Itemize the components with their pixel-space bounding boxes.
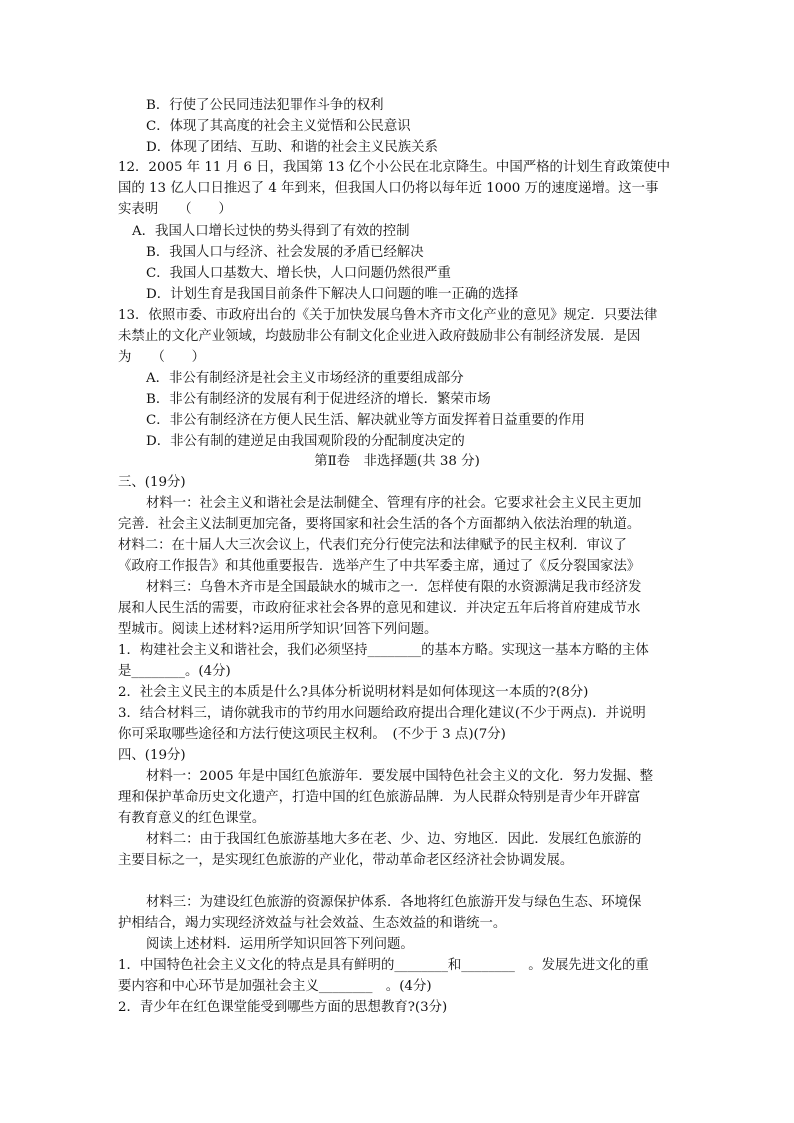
part4-material1-line: 有教育意义的红色课堂。 [118, 811, 266, 826]
part4-heading: 四、(19分) [118, 748, 186, 763]
q13-stem-line: 13．依照市委、市政府出台的《关于加快发展乌鲁木齐市文化产业的意见》规定．只要法律 [118, 308, 658, 323]
q13-option-b: B．非公有制经济的发展有利于促进经济的增长．繁荣市场 [146, 392, 491, 407]
q12-option-d: D．计划生育是我国目前条件下解决人口问题的唯一正确的选择 [146, 287, 519, 302]
q13-option-a: A．非公有制经济是社会主义市场经济的重要组成部分 [146, 371, 464, 386]
part4-material2-line: 材料二：由于我国红色旅游基地大多在老、少、边、穷地区．因此．发展红色旅游的 [146, 832, 642, 847]
q12-stem-line: 实表明 （ ） [118, 202, 232, 217]
part3-material3-line: 展和人民生活的需要，市政府征求社会各界的意见和建议．并决定五年后将首府建成节水 [118, 601, 641, 616]
q12-stem-line: 国的 13 亿人口日推迟了 4 年到来，但我国人口仍将以每年近 1000 万的速度递增。这一事 [118, 181, 659, 196]
part4-material3-line: 材料三：为建设红色旅游的资源保护体系．各地将红色旅游开发与绿色生态、环境保 [146, 895, 642, 910]
part3-question-line: 2．社会主义民主的本质是什么?具体分析说明材料是如何体现这一本质的?(8分) [118, 685, 589, 700]
part4-question-line: 2．青少年在红色课堂能受到哪些方面的思想教育?(3分) [118, 1000, 448, 1015]
q13-option-d: D．非公有制的建逆足由我国观阶段的分配制度决定的 [146, 434, 465, 449]
q13-stem-line: 为 （ ） [118, 350, 206, 365]
q12-option-c: C．我国人口基数大、增长快，人口问题仍然很严重 [146, 266, 451, 281]
q13-option-c: C．非公有制经济在方便人民生活、解决就业等方面发挥着日益重要的作用 [146, 413, 585, 428]
part3-question-line: 是________。(4分) [118, 664, 231, 679]
q12-option-b: B．我国人口与经济、社会发展的矛盾已经解决 [146, 245, 424, 260]
part3-material1-line: 材料一：社会主义和谐社会是法制健全、管理有序的社会。它要求社会主义民主更加 [146, 496, 642, 511]
part3-material2-line: 《政府工作报告》和其他重要报告．选举产生了中共军委主席，通过了《反分裂国家法》 [118, 559, 641, 574]
part3-material1-line: 完善．社会主义法制更加完备，要将国家和社会生活的各个方面都纳入依法治理的轨道。 [118, 517, 641, 532]
part4-question-line: 要内容和中心环节是加强社会主义________ 。(4分) [118, 979, 432, 994]
part3-question-line: 你可采取哪些途径和方法行使这项民主权利。 (不少于 3 点)(7分) [118, 727, 506, 742]
part4-material1-line: 材料一：2005 年是中国红色旅游年．要发展中国特色社会主义的文化．努力发掘、整 [146, 769, 654, 784]
part3-question-line: 3．结合材料三，请你就我市的节约用水问题给政府提出合理化建议(不少于两点)．并说明 [118, 706, 646, 721]
part4-question-line: 1．中国特色社会主义文化的特点是具有鲜明的________和________ 。发展先进文化的重 [118, 958, 649, 973]
q11-option-c: C．体现了其高度的社会主义觉悟和公民意识 [146, 119, 411, 134]
part3-question-line: 1．构建社会主义和谐社会，我们必须坚持________的基本方略。实现这一基本方略的主体 [118, 643, 649, 658]
part3-heading: 三、(19分) [118, 475, 186, 490]
part3-material3-line: 型城市。阅读上述材料?运用所学知识’回答下列问题。 [118, 622, 438, 637]
section-title: 第Ⅱ卷 非选择题(共 38 分) [314, 454, 480, 469]
q11-option-b: B．行使了公民同违法犯罪作斗争的权利 [146, 98, 384, 113]
part4-prompt: 阅读上述材料．运用所学知识回答下列问题。 [146, 937, 414, 952]
q12-stem-line: 12．2005 年 11 月 6 日，我国第 13 亿个小公民在北京降生。中国严格的计划生育政策使中 [118, 160, 671, 175]
q11-option-d: D．体现了团结、互助、和谐的社会主义民族关系 [146, 140, 438, 155]
part4-material3-line: 护相结合，竭力实现经济效益与社会效益、生态效益的和谐统一。 [118, 916, 507, 931]
part4-material2-line: 主要目标之一，是实现红色旅游的产业化，带动革命老区经济社会协调发展。 [118, 853, 574, 868]
part4-material1-line: 理和保护革命历史文化遗产，打造中国的红色旅游品牌．为人民群众特别是青少年开辟富 [118, 790, 641, 805]
part3-material3-line: 材料三：乌鲁木齐市是全国最缺水的城市之一．怎样使有限的水资源满足我市经济发 [146, 580, 642, 595]
q13-stem-line: 未禁止的文化产业领域，均鼓励非公有制文化企业进入政府鼓励非公有制经济发展．是因 [118, 329, 641, 344]
part3-material2-line: 材料二：在十届人大三次会议上，代表们充分行使完法和法律赋予的民主权利．审议了 [118, 538, 627, 553]
q12-option-a: A．我国人口增长过快的势头得到了有效的控制 [132, 224, 410, 239]
